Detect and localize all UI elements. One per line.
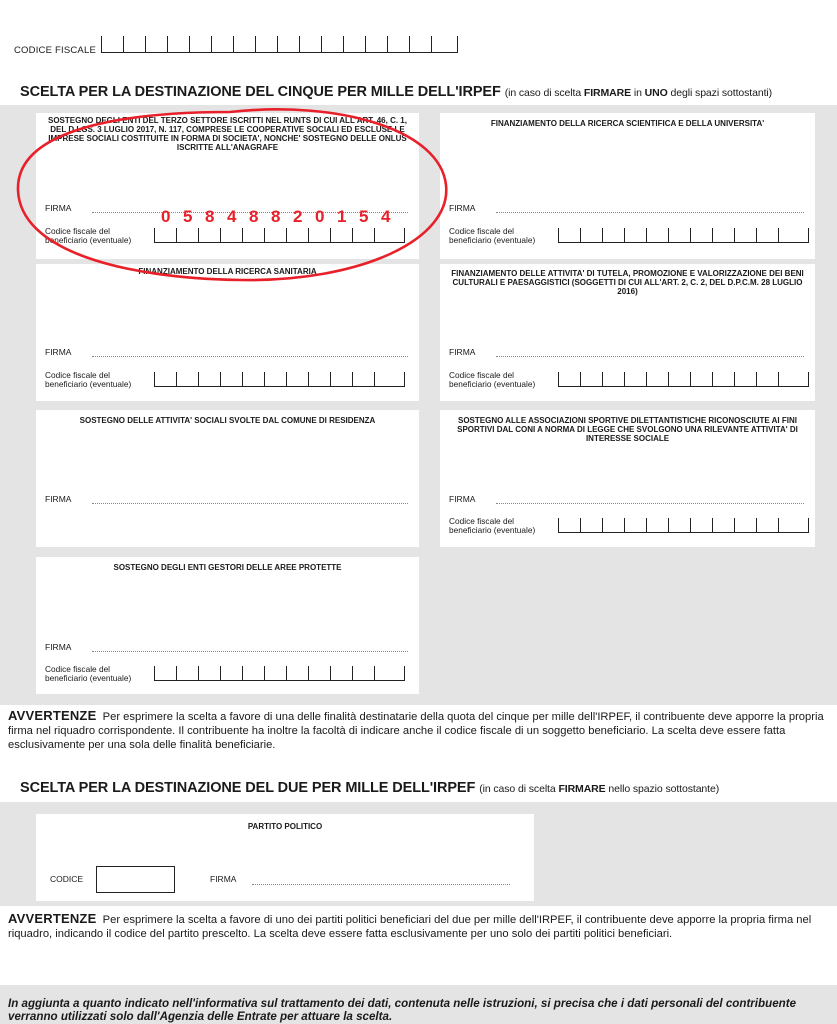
due-per-mille-title: SCELTA PER LA DESTINAZIONE DEL DUE PER MILLE DELL'IRPEF (in caso di scelta FIRMARE nello spazio sottostante) — [20, 780, 720, 796]
cf-beneficiario-label: Codice fiscale del beneficiario (eventuale) — [449, 516, 536, 535]
firma-label: FIRMA — [45, 494, 72, 504]
codice-fiscale-label: CODICE FISCALE — [14, 45, 96, 56]
cf-digit: 5 — [359, 207, 369, 226]
box-title: SOSTEGNO DEGLI ENTI GESTORI DELLE AREE PROTETTE — [113, 563, 342, 572]
cf-beneficiario-label: Codice fiscale del beneficiario (eventuale) — [449, 370, 536, 389]
cf-digit: 8 — [205, 207, 215, 226]
firma-label: FIRMA — [210, 874, 237, 884]
box-title: FINANZIAMENTO DELLA RICERCA SANITARIA — [138, 267, 317, 276]
firma-label: FIRMA — [449, 347, 476, 357]
box-title: FINANZIAMENTO DELLE ATTIVITA' DI TUTELA, PROMOZIONE E VALORIZZAZIONE DEI BENI CULTURALI E PAESAGGISTICI (SOGGETTI DI CUI ALL'ART. 2, C. 2, DEL D.P.C.M. 28 LUGLIO 2016) — [451, 269, 804, 296]
box-title: SOSTEGNO DELLE ATTIVITA' SOCIALI SVOLTE DAL COMUNE DI RESIDENZA — [79, 416, 376, 425]
cf-digit: 5 — [183, 207, 193, 226]
cf-digit: 8 — [249, 207, 259, 226]
avvertenze-due-per-mille: AVVERTENZE Per esprimere la scelta a favore di uno dei partiti politici beneficiari del due per mille dell'IRPEF, il contribuente deve apporre la propria firma nel riquadro, indicando il codice del partito prescelto. La scelta deve essere fatta esclusivamente per uno solo dei partiti politici beneficiari. — [8, 911, 812, 940]
box-title: SOSTEGNO ALLE ASSOCIAZIONI SPORTIVE DILETTANTISTICHE RICONOSCIUTE AI FINI SPORTIVI DAL CONI A NORMA DI LEGGE CHE SVOLGONO UNA RILEVANTE ATTIVITA' DI INTERESSE SOCIALE — [457, 416, 798, 443]
cf-beneficiario-label: Codice fiscale del beneficiario (eventuale) — [45, 664, 132, 683]
firma-label: FIRMA — [449, 203, 476, 213]
cf-digit: 1 — [337, 207, 347, 226]
cf-beneficiario-label: Codice fiscale del beneficiario (eventuale) — [45, 226, 132, 245]
cf-digit: 4 — [381, 207, 391, 226]
cf-beneficiario-label: Codice fiscale del beneficiario (eventuale) — [45, 370, 132, 389]
cf-digit: 8 — [271, 207, 281, 226]
cinque-per-mille-title: SCELTA PER LA DESTINAZIONE DEL CINQUE PER MILLE DELL'IRPEF (in caso di scelta FIRMARE in UNO degli spazi sottostanti) — [20, 84, 773, 100]
box-title: SOSTEGNO DEGLI ENTI DEL TERZO SETTORE ISCRITTI NEL RUNTS DI CUI ALL'ART. 46, C. 1, DEL D.LGS. 3 LUGLIO 2017, N. 117, COMPRESE LE COOPERATIVE SOCIALI ED ESCLUSE LE IMPRESE SOCIALI COSTITUITE IN FORMA DI SOCIETA', NONCHE' SOSTEGNO DELLE ONLUS ISCRITTE ALL'ANAGRAFE — [48, 116, 407, 152]
cf-digit: 4 — [227, 207, 237, 226]
firma-label: FIRMA — [449, 494, 476, 504]
cf-digit: 0 — [161, 207, 171, 226]
firma-label: FIRMA — [45, 203, 72, 213]
box-title: FINANZIAMENTO DELLA RICERCA SCIENTIFICA E DELLA UNIVERSITA' — [490, 119, 765, 128]
firma-label: FIRMA — [45, 347, 72, 357]
box-partito-politico — [36, 814, 534, 901]
codice-partito-field[interactable] — [96, 866, 175, 893]
cf-digit: 0 — [315, 207, 325, 226]
avvertenze-cinque-per-mille: AVVERTENZE Per esprimere la scelta a favore di una delle finalità destinatarie della quota del cinque per mille dell'IRPEF, il contribuente deve apporre la propria firma nel riquadro corrispondente. Il contribuente ha inoltre la facoltà di indicare anche il codice fiscale di un soggetto beneficiario. La scelta deve essere fatta esclusivamente per una sola delle finalità beneficiarie. — [8, 708, 824, 751]
cf-beneficiario-label: Codice fiscale del beneficiario (eventuale) — [449, 226, 536, 245]
privacy-note: In aggiunta a quanto indicato nell'informativa sul trattamento dei dati, contenuta nelle istruzioni, si precisa che i dati personali del contribuente verranno utilizzati solo dall'Agenzia delle Entrate per attuare la scelta. — [8, 997, 797, 1023]
codice-label: CODICE — [50, 874, 84, 884]
firma-signature-line[interactable] — [252, 884, 510, 885]
box-title: PARTITO POLITICO — [247, 822, 323, 831]
cf-digit: 2 — [293, 207, 303, 226]
firma-label: FIRMA — [45, 642, 72, 652]
